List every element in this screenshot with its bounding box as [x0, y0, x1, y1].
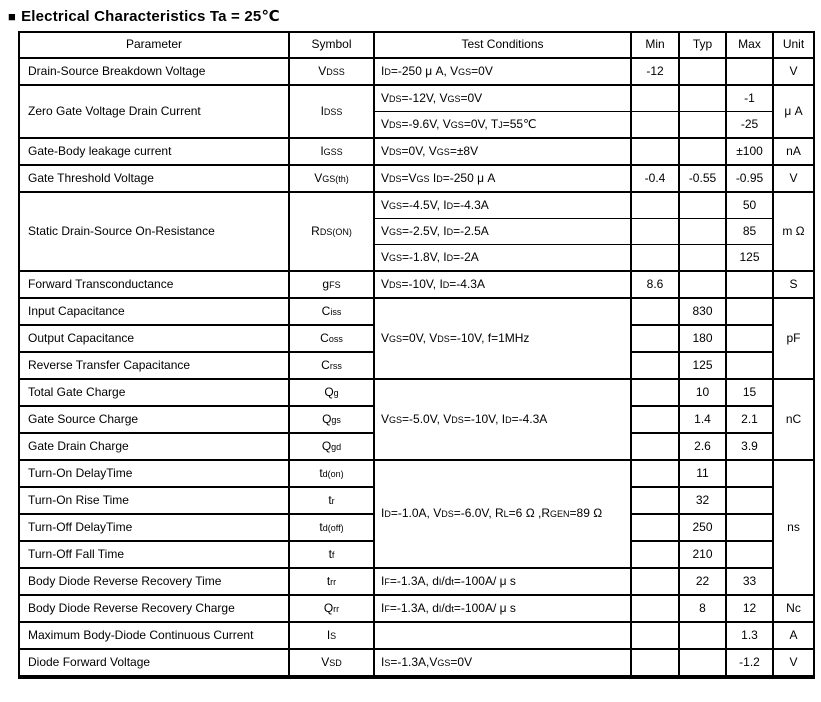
- cell-unit: V: [773, 165, 814, 192]
- cell-test-conditions: VDS=-12V, VGS=0V: [374, 85, 631, 112]
- cell-max: [726, 352, 773, 379]
- table-row: [19, 622, 814, 649]
- cell-min: [631, 192, 679, 219]
- cell-parameter: Output Capacitance: [19, 325, 289, 352]
- cell-max: -1.2: [726, 649, 773, 677]
- cell-typ: 22: [679, 568, 726, 595]
- cell-min: [631, 352, 679, 379]
- column-header-typ: Typ: [679, 32, 726, 58]
- cell-max: 15: [726, 379, 773, 406]
- cell-test-conditions: VDS=VGS ID=-250 μ A: [374, 165, 631, 192]
- cell-min: [631, 514, 679, 541]
- cell-typ: 1.4: [679, 406, 726, 433]
- cell-typ: [679, 138, 726, 165]
- cell-test-conditions: ID=-1.0A, VDS=-6.0V, RL=6 Ω ,RGEN=89 Ω: [374, 460, 631, 568]
- cell-min: [631, 568, 679, 595]
- cell-unit: A: [773, 622, 814, 649]
- cell-parameter: Gate Threshold Voltage: [19, 165, 289, 192]
- cell-test-conditions: VDS=-10V, ID=-4.3A: [374, 271, 631, 298]
- cell-parameter: Gate Drain Charge: [19, 433, 289, 460]
- cell-min: 8.6: [631, 271, 679, 298]
- cell-parameter: Total Gate Charge: [19, 379, 289, 406]
- cell-symbol: VGS(th): [289, 165, 374, 192]
- cell-typ: 8: [679, 595, 726, 622]
- cell-unit: pF: [773, 298, 814, 379]
- column-header-max: Max: [726, 32, 773, 58]
- cell-typ: 11: [679, 460, 726, 487]
- cell-symbol: trr: [289, 568, 374, 595]
- cell-typ: 2.6: [679, 433, 726, 460]
- table-row: [19, 138, 814, 165]
- cell-unit: nC: [773, 379, 814, 460]
- cell-min: -0.4: [631, 165, 679, 192]
- cell-min: [631, 379, 679, 406]
- cell-max: [726, 541, 773, 568]
- table-row: [19, 595, 814, 622]
- cell-max: 2.1: [726, 406, 773, 433]
- column-header-symbol: Symbol: [289, 32, 374, 58]
- cell-min: [631, 298, 679, 325]
- cell-test-conditions: IS=-1.3A,VGS=0V: [374, 649, 631, 677]
- cell-min: [631, 622, 679, 649]
- cell-max: [726, 58, 773, 85]
- cell-typ: [679, 219, 726, 245]
- cell-max: 85: [726, 219, 773, 245]
- header-row: [19, 32, 814, 58]
- cell-symbol: IS: [289, 622, 374, 649]
- cell-max: [726, 514, 773, 541]
- cell-min: [631, 138, 679, 165]
- table-row: [19, 460, 814, 487]
- table-row: [19, 165, 814, 192]
- cell-typ: 10: [679, 379, 726, 406]
- table-row: [19, 271, 814, 298]
- cell-symbol: IDSS: [289, 85, 374, 138]
- cell-test-conditions: VGS=-2.5V, ID=-2.5A: [374, 219, 631, 245]
- cell-max: 3.9: [726, 433, 773, 460]
- cell-parameter: Diode Forward Voltage: [19, 649, 289, 677]
- column-header-min: Min: [631, 32, 679, 58]
- cell-symbol: td(on): [289, 460, 374, 487]
- cell-test-conditions: VGS=-1.8V, ID=-2A: [374, 245, 631, 272]
- cell-test-conditions: [374, 622, 631, 649]
- cell-symbol: RDS(ON): [289, 192, 374, 271]
- cell-min: [631, 325, 679, 352]
- cell-min: [631, 245, 679, 272]
- cell-typ: 830: [679, 298, 726, 325]
- cell-typ: 125: [679, 352, 726, 379]
- cell-symbol: VDSS: [289, 58, 374, 85]
- cell-parameter: Maximum Body-Diode Continuous Current: [19, 622, 289, 649]
- section-title-text: Electrical Characteristics Ta = 25℃: [21, 8, 280, 25]
- cell-test-conditions: ID=-250 μ A, VGS=0V: [374, 58, 631, 85]
- cell-unit: V: [773, 58, 814, 85]
- column-header-unit: Unit: [773, 32, 814, 58]
- cell-parameter: Forward Transconductance: [19, 271, 289, 298]
- cell-typ: [679, 649, 726, 677]
- cell-symbol: Crss: [289, 352, 374, 379]
- cell-max: 12: [726, 595, 773, 622]
- table-row: [19, 58, 814, 85]
- cell-parameter: Gate-Body leakage current: [19, 138, 289, 165]
- cell-test-conditions: IF=-1.3A, dI/dt=-100A/ μ s: [374, 595, 631, 622]
- cell-min: [631, 433, 679, 460]
- cell-min: [631, 219, 679, 245]
- cell-min: [631, 595, 679, 622]
- cell-max: 1.3: [726, 622, 773, 649]
- cell-max: ±100: [726, 138, 773, 165]
- cell-min: [631, 541, 679, 568]
- cell-unit: S: [773, 271, 814, 298]
- cell-min: [631, 487, 679, 514]
- cell-min: [631, 460, 679, 487]
- cell-typ: [679, 112, 726, 139]
- cell-unit: V: [773, 649, 814, 677]
- column-header-test-conditions: Test Conditions: [374, 32, 631, 58]
- cell-unit: nA: [773, 138, 814, 165]
- cell-min: [631, 649, 679, 677]
- cell-min: -12: [631, 58, 679, 85]
- cell-typ: 180: [679, 325, 726, 352]
- section-title: [8, 7, 821, 25]
- cell-max: 33: [726, 568, 773, 595]
- cell-typ: [679, 192, 726, 219]
- cell-typ: [679, 85, 726, 112]
- cell-max: [726, 460, 773, 487]
- column-header-parameter: Parameter: [19, 32, 289, 58]
- cell-max: -0.95: [726, 165, 773, 192]
- cell-symbol: Ciss: [289, 298, 374, 325]
- cell-parameter: Drain-Source Breakdown Voltage: [19, 58, 289, 85]
- cell-symbol: Qgd: [289, 433, 374, 460]
- electrical-characteristics-table: [18, 31, 815, 679]
- cell-max: 50: [726, 192, 773, 219]
- cell-symbol: Qrr: [289, 595, 374, 622]
- cell-parameter: Body Diode Reverse Recovery Charge: [19, 595, 289, 622]
- cell-test-conditions: VGS=-5.0V, VDS=-10V, ID=-4.3A: [374, 379, 631, 460]
- cell-max: -25: [726, 112, 773, 139]
- cell-max: -1: [726, 85, 773, 112]
- cell-unit: m Ω: [773, 192, 814, 271]
- cell-typ: 250: [679, 514, 726, 541]
- cell-max: [726, 271, 773, 298]
- cell-parameter: Static Drain-Source On-Resistance: [19, 192, 289, 271]
- cell-max: 125: [726, 245, 773, 272]
- cell-parameter: Turn-Off Fall Time: [19, 541, 289, 568]
- cell-symbol: Qgs: [289, 406, 374, 433]
- cell-parameter: Input Capacitance: [19, 298, 289, 325]
- cell-typ: [679, 271, 726, 298]
- cell-symbol: td(off): [289, 514, 374, 541]
- cell-symbol: gFS: [289, 271, 374, 298]
- table-row: [19, 85, 814, 112]
- table-row: [19, 568, 814, 595]
- cell-typ: [679, 245, 726, 272]
- cell-symbol: IGSS: [289, 138, 374, 165]
- cell-min: [631, 406, 679, 433]
- cell-parameter: Turn-Off DelayTime: [19, 514, 289, 541]
- cell-symbol: Qg: [289, 379, 374, 406]
- cell-min: [631, 85, 679, 112]
- cell-parameter: Gate Source Charge: [19, 406, 289, 433]
- cell-parameter: Zero Gate Voltage Drain Current: [19, 85, 289, 138]
- cell-typ: -0.55: [679, 165, 726, 192]
- cell-test-conditions: IF=-1.3A, dI/dt=-100A/ μ s: [374, 568, 631, 595]
- cell-test-conditions: VGS=-4.5V, ID=-4.3A: [374, 192, 631, 219]
- square-bullet-icon: ■: [8, 9, 17, 24]
- cell-parameter: Turn-On DelayTime: [19, 460, 289, 487]
- table-row: [19, 192, 814, 219]
- cell-unit: ns: [773, 460, 814, 595]
- cell-test-conditions: VGS=0V, VDS=-10V, f=1MHz: [374, 298, 631, 379]
- cell-min: [631, 112, 679, 139]
- cell-parameter: Turn-On Rise Time: [19, 487, 289, 514]
- cell-symbol: Coss: [289, 325, 374, 352]
- cell-typ: [679, 58, 726, 85]
- cell-max: [726, 325, 773, 352]
- cell-typ: 32: [679, 487, 726, 514]
- table-row: [19, 379, 814, 406]
- cell-unit: μ A: [773, 85, 814, 138]
- cell-typ: [679, 622, 726, 649]
- cell-symbol: tr: [289, 487, 374, 514]
- cell-symbol: tf: [289, 541, 374, 568]
- cell-test-conditions: VDS=0V, VGS=±8V: [374, 138, 631, 165]
- cell-parameter: Reverse Transfer Capacitance: [19, 352, 289, 379]
- cell-symbol: VSD: [289, 649, 374, 677]
- cell-unit: Nc: [773, 595, 814, 622]
- cell-max: [726, 298, 773, 325]
- cell-typ: 210: [679, 541, 726, 568]
- table-row: [19, 298, 814, 325]
- cell-parameter: Body Diode Reverse Recovery Time: [19, 568, 289, 595]
- cell-test-conditions: VDS=-9.6V, VGS=0V, TJ=55℃: [374, 112, 631, 139]
- cell-max: [726, 487, 773, 514]
- table-row: [19, 649, 814, 677]
